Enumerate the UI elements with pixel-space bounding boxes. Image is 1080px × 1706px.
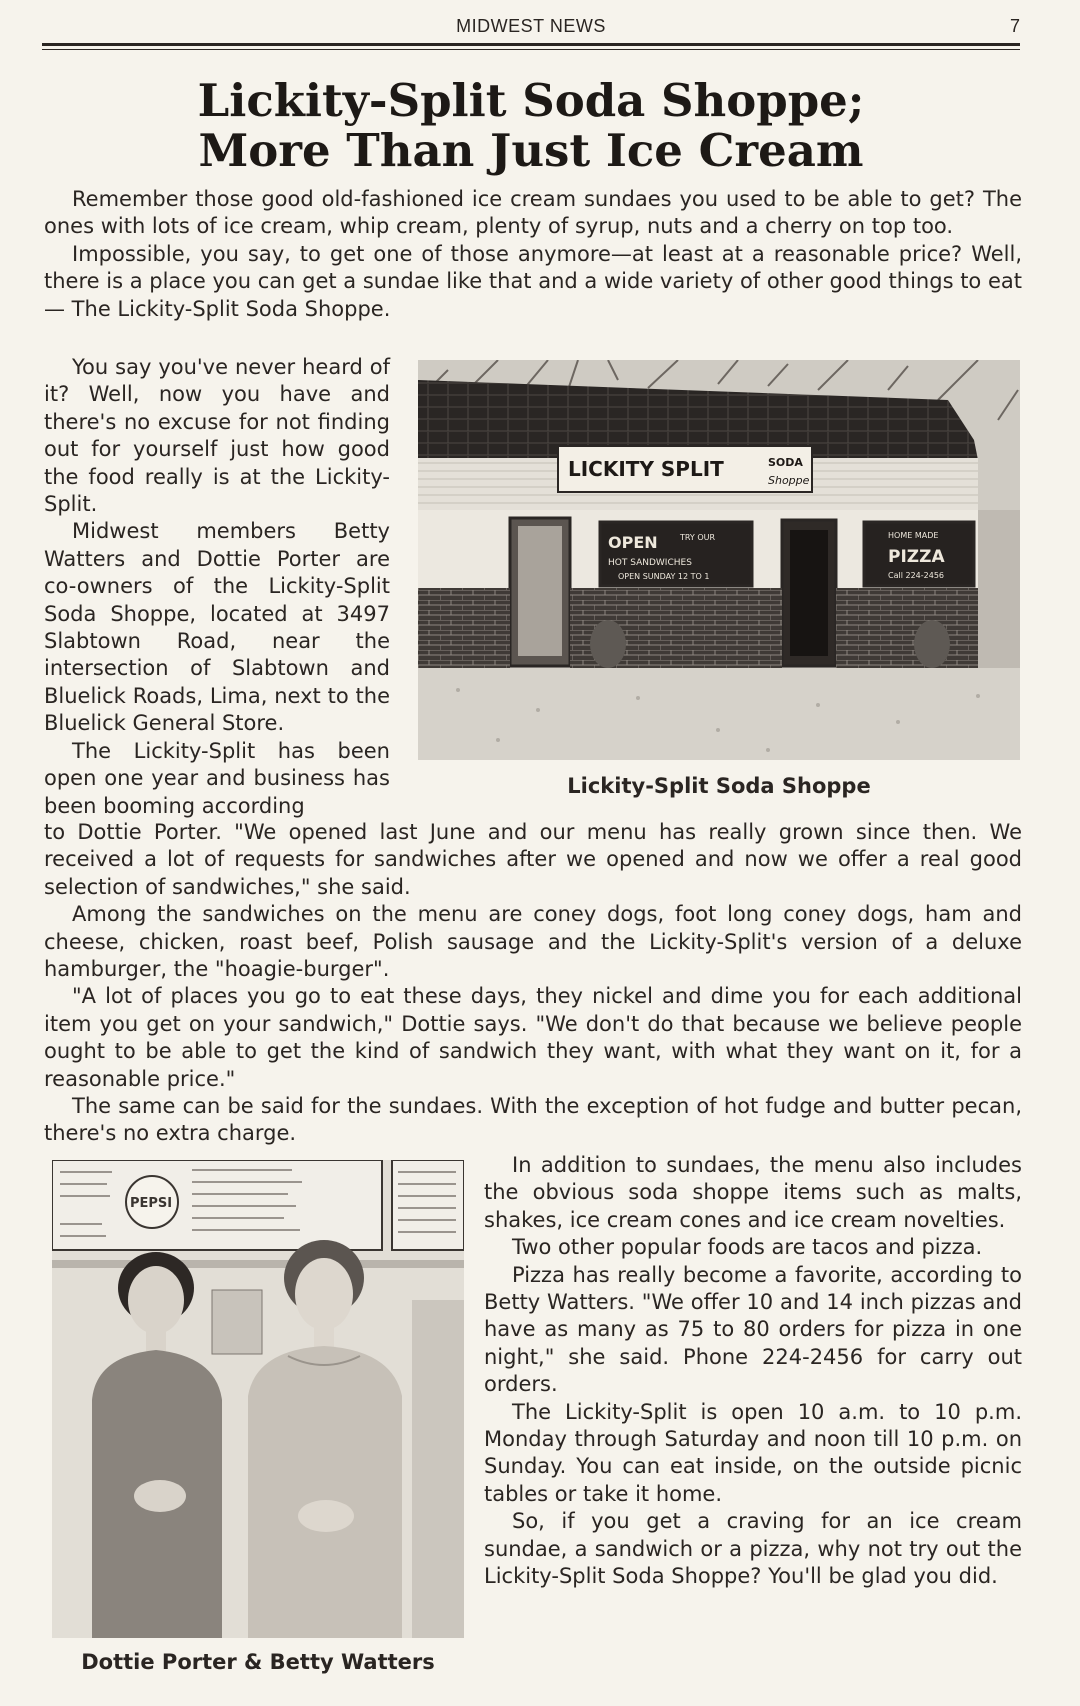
sign-text: LICKITY SPLIT xyxy=(568,457,724,481)
running-header xyxy=(42,14,1020,42)
intro-text xyxy=(44,186,1022,323)
neck-right xyxy=(314,1326,334,1348)
full-width-paragraph: "A lot of places you go to eat these days, they nickel and dime you for each additional item you get on your sandwich," Dottie says. "We don't do that because we believe people ought to be able to get the kind of sandwich they want, with what they want on it, for a reasonable price." xyxy=(44,984,1022,1091)
hands-left xyxy=(134,1480,186,1512)
trash-can-right xyxy=(914,620,950,668)
left-door-glass xyxy=(518,526,562,656)
page-number: 7 xyxy=(1009,16,1020,36)
storefront-illustration xyxy=(418,360,1020,760)
left-column-text xyxy=(44,354,390,820)
hands-right xyxy=(298,1500,354,1532)
right-column-paragraph: Two other popular foods are tacos and pizza. xyxy=(512,1235,983,1260)
poster xyxy=(212,1290,262,1354)
article-headline xyxy=(42,76,1020,176)
pepsi-text: PEPSI xyxy=(130,1196,173,1211)
parking-lot xyxy=(418,668,1020,760)
left-column-paragraph: The Lickity-Split has been open one year and business has been booming according xyxy=(44,738,390,818)
continued-paragraph: to Dottie Porter. "We opened last June and our menu has really grown since then. We received a lot of requests for sandwiches after we opened and now we offer a real good selection of sandwiches," she said. xyxy=(44,820,1022,899)
face-left xyxy=(128,1266,184,1334)
sign-shoppe: Shoppe xyxy=(768,474,810,487)
right-column-text xyxy=(484,1152,1022,1591)
intro-paragraph: Impossible, you say, to get one of those anymore—at least at a reasonable price? Well, there is a place you can get a sundae like that and a wide variety of other good things to eat — The Lickity-Split Soda Shoppe. xyxy=(44,241,1022,321)
right-column-paragraph: Pizza has really become a favorite, according to Betty Watters. "We offer 10 and 14 inch pizzas and have as many as 75 to 80 orders for pizza in one night," she said. Phone 224-2456 for carry out orders. xyxy=(484,1262,1022,1397)
side-trees xyxy=(978,510,1020,670)
storefront-photo-caption: Lickity-Split Soda Shoppe xyxy=(567,774,871,798)
header-rule-thin xyxy=(42,49,1020,50)
owners-photo-caption: Dottie Porter & Betty Watters xyxy=(81,1650,435,1674)
face-right xyxy=(295,1258,353,1330)
storefront-photo xyxy=(418,360,1020,760)
right-door-glass xyxy=(790,530,828,656)
left-column-paragraph: Midwest members Betty Watters and Dottie Porter are co-owners of the Lickity-Split Soda Shoppe, located at 3497 Slabtown Road, near the intersection of Slabtown and Bluelick Roads, Lima, next to the Bluelick General Store. xyxy=(44,519,390,736)
owners-illustration xyxy=(52,1160,464,1638)
sign-soda: SODA xyxy=(768,456,803,469)
neck-left xyxy=(146,1330,166,1352)
full-width-paragraph: Among the sandwiches on the menu are coney dogs, foot long coney dogs, ham and cheese, chicken, roast beef, Polish sausage and the Lickity-Split's version of a deluxe hamburger, the "hoagie-burger". xyxy=(44,902,1022,982)
window-try-text: TRY OUR xyxy=(680,533,716,542)
right-column-paragraph: In addition to sundaes, the menu also includes the obvious soda shoppe items such as malts, shakes, ice cream cones and ice cream novelties. xyxy=(484,1153,1022,1232)
headline-line-2: More Than Just Ice Cream xyxy=(198,124,864,177)
header-rule-thick xyxy=(42,43,1020,46)
window-pizza-text: PIZZA xyxy=(888,547,945,567)
headline-line-1: Lickity-Split Soda Shoppe; xyxy=(197,74,865,127)
doorway xyxy=(412,1300,464,1638)
window-open-text: OPEN xyxy=(608,533,658,552)
owners-photo xyxy=(52,1160,464,1638)
side-menu-board xyxy=(392,1160,464,1250)
trash-can-left xyxy=(590,620,626,668)
full-width-text xyxy=(44,819,1022,1148)
intro-paragraph: Remember those good old-fashioned ice cream sundaes you used to be able to get? The ones with lots of ice cream, whip cream, plenty of syrup, nuts and a cherry on top too. xyxy=(44,187,1022,239)
window-call-text: Call 224-2456 xyxy=(888,571,944,580)
publication-title: MIDWEST NEWS xyxy=(456,16,606,36)
window-sunday-text: OPEN SUNDAY 12 TO 1 xyxy=(618,572,710,581)
window-hot-text: HOT SANDWICHES xyxy=(608,558,692,568)
full-width-paragraph: The same can be said for the sundaes. With the exception of hot fudge and butter pecan, there's no extra charge. xyxy=(44,1094,1022,1146)
counter-shelf xyxy=(52,1260,464,1268)
brick-wall-left xyxy=(418,588,510,668)
left-column-paragraph: You say you've never heard of it? Well, now you have and there's no excuse for not finding out for yourself just how good the food really is at the Lickity-Split. xyxy=(44,355,390,517)
blouse-right xyxy=(248,1346,402,1638)
right-column-paragraph: The Lickity-Split is open 10 a.m. to 10 p.m. Monday through Saturday and noon till 10 p.m. on Sunday. You can eat inside, on the outside picnic tables or take it home. xyxy=(484,1399,1022,1506)
brick-wall-right xyxy=(836,588,978,668)
window-homemade-text: HOME MADE xyxy=(888,531,939,540)
right-column-paragraph: So, if you get a craving for an ice cream sundae, a sandwich or a pizza, why not try out the Lickity-Split Soda Shoppe? You'll be glad you did. xyxy=(484,1509,1022,1589)
